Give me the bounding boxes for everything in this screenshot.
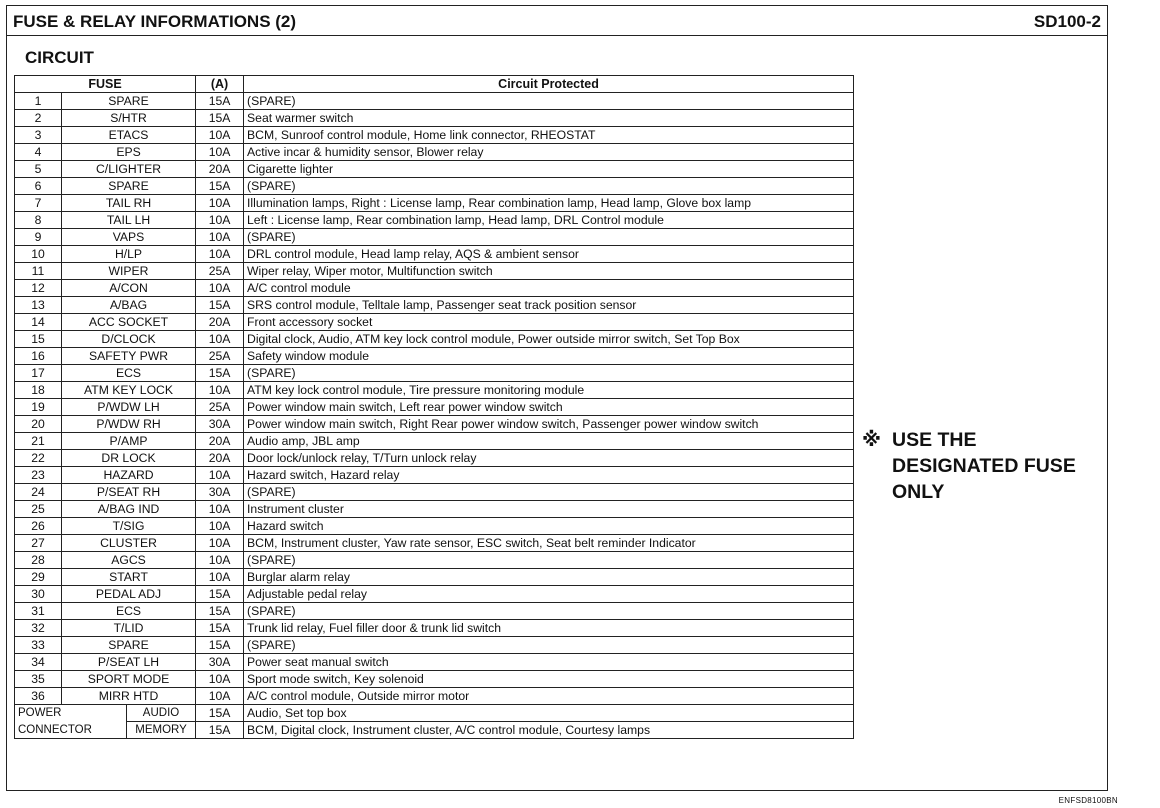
fuse-amperage: 15A — [196, 365, 244, 382]
fuse-amperage: 15A — [196, 603, 244, 620]
fuse-name: P/SEAT RH — [62, 484, 196, 501]
circuit-protected: Safety window module — [244, 348, 854, 365]
fuse-amperage: 15A — [196, 110, 244, 127]
fuse-number: 11 — [15, 263, 62, 280]
table-row — [15, 178, 854, 195]
fuse-name: HAZARD — [62, 467, 196, 484]
circuit-protected: Instrument cluster — [244, 501, 854, 518]
circuit-protected: A/C control module — [244, 280, 854, 297]
fuse-number: 8 — [15, 212, 62, 229]
fuse-number: 4 — [15, 144, 62, 161]
fuse-name: ECS — [62, 365, 196, 382]
table-row — [15, 263, 854, 280]
fuse-name: DR LOCK — [62, 450, 196, 467]
fuse-number: 19 — [15, 399, 62, 416]
table-row — [15, 722, 854, 739]
circuit-protected: (SPARE) — [244, 552, 854, 569]
fuse-name: SAFETY PWR — [62, 348, 196, 365]
fuse-amperage: 15A — [196, 297, 244, 314]
fuse-number: 18 — [15, 382, 62, 399]
circuit-protected: Power seat manual switch — [244, 654, 854, 671]
section-code: SD100-2 — [1033, 12, 1101, 31]
fuse-amperage: 10A — [196, 229, 244, 246]
table-row — [15, 501, 854, 518]
power-connector-label-bottom: CONNECTOR — [15, 722, 127, 739]
fuse-number: 22 — [15, 450, 62, 467]
fuse-amperage: 25A — [196, 348, 244, 365]
circuit-protected: Digital clock, Audio, ATM key lock control module, Power outside mirror switch, Set Top Box — [244, 331, 854, 348]
reference-mark: ※ — [862, 429, 881, 451]
table-row — [15, 467, 854, 484]
circuit-protected: Cigarette lighter — [244, 161, 854, 178]
fuse-amperage: 10A — [196, 144, 244, 161]
fuse-name: ATM KEY LOCK — [62, 382, 196, 399]
table-row — [15, 450, 854, 467]
note-line-1: USE THE — [892, 429, 977, 451]
circuit-protected: Hazard switch — [244, 518, 854, 535]
table-row — [15, 484, 854, 501]
fuse-name: MIRR HTD — [62, 688, 196, 705]
fuse-amperage: 10A — [196, 671, 244, 688]
fuse-number: 26 — [15, 518, 62, 535]
fuse-amperage: 30A — [196, 654, 244, 671]
circuit-protected: A/C control module, Outside mirror motor — [244, 688, 854, 705]
section-title: CIRCUIT — [25, 48, 94, 67]
fuse-amperage: 10A — [196, 688, 244, 705]
fuse-number: 17 — [15, 365, 62, 382]
power-connector-name: MEMORY — [127, 722, 196, 739]
table-row — [15, 569, 854, 586]
circuit-protected: (SPARE) — [244, 93, 854, 110]
fuse-number: 33 — [15, 637, 62, 654]
fuse-amperage: 25A — [196, 263, 244, 280]
fuse-table — [14, 75, 854, 739]
fuse-amperage: 20A — [196, 161, 244, 178]
fuse-name: ACC SOCKET — [62, 314, 196, 331]
table-row — [15, 365, 854, 382]
fuse-name: EPS — [62, 144, 196, 161]
fuse-number: 34 — [15, 654, 62, 671]
fuse-name: P/AMP — [62, 433, 196, 450]
table-header-row — [15, 76, 854, 93]
circuit-protected: Wiper relay, Wiper motor, Multifunction switch — [244, 263, 854, 280]
fuse-amperage: 15A — [196, 620, 244, 637]
fuse-name: A/CON — [62, 280, 196, 297]
fuse-amperage: 10A — [196, 246, 244, 263]
power-connector-amp: 15A — [196, 705, 244, 722]
fuse-name: A/BAG — [62, 297, 196, 314]
table-row — [15, 314, 854, 331]
page-header — [7, 6, 1107, 36]
fuse-amperage: 10A — [196, 569, 244, 586]
table-row — [15, 620, 854, 637]
circuit-protected: DRL control module, Head lamp relay, AQS & ambient sensor — [244, 246, 854, 263]
fuse-name: T/SIG — [62, 518, 196, 535]
fuse-number: 10 — [15, 246, 62, 263]
table-row — [15, 518, 854, 535]
circuit-protected: Door lock/unlock relay, T/Turn unlock relay — [244, 450, 854, 467]
fuse-number: 13 — [15, 297, 62, 314]
fuse-amperage: 10A — [196, 212, 244, 229]
fuse-name: SPORT MODE — [62, 671, 196, 688]
fuse-amperage: 10A — [196, 518, 244, 535]
circuit-protected: (SPARE) — [244, 229, 854, 246]
fuse-name: T/LID — [62, 620, 196, 637]
fuse-amperage: 10A — [196, 535, 244, 552]
fuse-number: 29 — [15, 569, 62, 586]
table-row — [15, 552, 854, 569]
fuse-amperage: 10A — [196, 280, 244, 297]
circuit-protected: (SPARE) — [244, 365, 854, 382]
fuse-name: P/WDW LH — [62, 399, 196, 416]
fuse-number: 20 — [15, 416, 62, 433]
page-title: FUSE & RELAY INFORMATIONS (2) — [13, 12, 297, 31]
table-row — [15, 348, 854, 365]
fuse-number: 7 — [15, 195, 62, 212]
fuse-amperage: 20A — [196, 433, 244, 450]
fuse-amperage: 10A — [196, 331, 244, 348]
fuse-amperage: 20A — [196, 450, 244, 467]
circuit-protected: Burglar alarm relay — [244, 569, 854, 586]
table-row — [15, 280, 854, 297]
power-connector-circuit: BCM, Digital clock, Instrument cluster, A/C control module, Courtesy lamps — [244, 722, 854, 739]
fuse-number: 23 — [15, 467, 62, 484]
note-line-3: ONLY — [892, 481, 945, 503]
fuse-name: SPARE — [62, 93, 196, 110]
table-row — [15, 382, 854, 399]
fuse-number: 32 — [15, 620, 62, 637]
fuse-name: VAPS — [62, 229, 196, 246]
fuse-name: C/LIGHTER — [62, 161, 196, 178]
table-row — [15, 433, 854, 450]
table-row — [15, 144, 854, 161]
circuit-protected: Front accessory socket — [244, 314, 854, 331]
fuse-amperage: 15A — [196, 93, 244, 110]
fuse-name: A/BAG IND — [62, 501, 196, 518]
circuit-protected: (SPARE) — [244, 178, 854, 195]
table-row — [15, 110, 854, 127]
header-circuit: Circuit Protected — [244, 76, 854, 93]
circuit-protected: Left : License lamp, Rear combination lamp, Head lamp, DRL Control module — [244, 212, 854, 229]
table-row — [15, 195, 854, 212]
circuit-protected: Power window main switch, Left rear power window switch — [244, 399, 854, 416]
circuit-protected: Seat warmer switch — [244, 110, 854, 127]
fuse-name: SPARE — [62, 178, 196, 195]
circuit-protected: (SPARE) — [244, 484, 854, 501]
fuse-amperage: 30A — [196, 484, 244, 501]
power-connector-block — [15, 705, 854, 739]
header-fuse: FUSE — [15, 76, 196, 93]
fuse-number: 12 — [15, 280, 62, 297]
fuse-number: 24 — [15, 484, 62, 501]
fuse-name: P/SEAT LH — [62, 654, 196, 671]
fuse-number: 35 — [15, 671, 62, 688]
fuse-name: TAIL RH — [62, 195, 196, 212]
table-row — [15, 399, 854, 416]
fuse-amperage: 30A — [196, 416, 244, 433]
power-connector-amp: 15A — [196, 722, 244, 739]
circuit-protected: (SPARE) — [244, 637, 854, 654]
circuit-protected: Hazard switch, Hazard relay — [244, 467, 854, 484]
table-row — [15, 161, 854, 178]
table-row — [15, 212, 854, 229]
fuse-number: 15 — [15, 331, 62, 348]
table-row — [15, 297, 854, 314]
fuse-amperage: 10A — [196, 382, 244, 399]
fuse-amperage: 10A — [196, 127, 244, 144]
fuse-number: 5 — [15, 161, 62, 178]
fuse-name: H/LP — [62, 246, 196, 263]
table-row — [15, 603, 854, 620]
fuse-number: 14 — [15, 314, 62, 331]
fuse-amperage: 10A — [196, 552, 244, 569]
fuse-amperage: 25A — [196, 399, 244, 416]
table-row — [15, 127, 854, 144]
fuse-name: AGCS — [62, 552, 196, 569]
circuit-protected: Trunk lid relay, Fuel filler door & trunk lid switch — [244, 620, 854, 637]
fuse-number: 2 — [15, 110, 62, 127]
fuse-amperage: 20A — [196, 314, 244, 331]
fuse-amperage: 10A — [196, 467, 244, 484]
table-row — [15, 586, 854, 603]
table-row — [15, 331, 854, 348]
table-row — [15, 416, 854, 433]
circuit-protected: SRS control module, Telltale lamp, Passenger seat track position sensor — [244, 297, 854, 314]
table-row — [15, 229, 854, 246]
circuit-protected: BCM, Sunroof control module, Home link connector, RHEOSTAT — [244, 127, 854, 144]
circuit-protected: (SPARE) — [244, 603, 854, 620]
power-connector-label-top: POWER — [15, 705, 127, 722]
fuse-name: WIPER — [62, 263, 196, 280]
fuse-name: ECS — [62, 603, 196, 620]
circuit-protected: ATM key lock control module, Tire pressure monitoring module — [244, 382, 854, 399]
fuse-name: ETACS — [62, 127, 196, 144]
circuit-protected: Audio amp, JBL amp — [244, 433, 854, 450]
fuse-amperage: 15A — [196, 178, 244, 195]
fuse-amperage: 15A — [196, 586, 244, 603]
table-row — [15, 688, 854, 705]
fuse-amperage: 15A — [196, 637, 244, 654]
note-line-2: DESIGNATED FUSE — [892, 455, 1076, 477]
table-row — [15, 671, 854, 688]
fuse-amperage: 10A — [196, 501, 244, 518]
fuse-name: PEDAL ADJ — [62, 586, 196, 603]
circuit-protected: Illumination lamps, Right : License lamp, Rear combination lamp, Head lamp, Glove box lamp — [244, 195, 854, 212]
header-amp: (A) — [196, 76, 244, 93]
fuse-number: 1 — [15, 93, 62, 110]
power-connector-circuit: Audio, Set top box — [244, 705, 854, 722]
fuse-number: 27 — [15, 535, 62, 552]
table-body — [15, 93, 854, 705]
table-row — [15, 246, 854, 263]
fuse-name: SPARE — [62, 637, 196, 654]
fuse-name: CLUSTER — [62, 535, 196, 552]
table-row — [15, 654, 854, 671]
fuse-number: 28 — [15, 552, 62, 569]
fuse-number: 25 — [15, 501, 62, 518]
table-row — [15, 705, 854, 722]
fuse-amperage: 10A — [196, 195, 244, 212]
fuse-number: 3 — [15, 127, 62, 144]
fuse-number: 21 — [15, 433, 62, 450]
power-connector-name: AUDIO — [127, 705, 196, 722]
fuse-name: D/CLOCK — [62, 331, 196, 348]
table-row — [15, 93, 854, 110]
fuse-name: P/WDW RH — [62, 416, 196, 433]
fuse-name: S/HTR — [62, 110, 196, 127]
fuse-number: 36 — [15, 688, 62, 705]
circuit-protected: Sport mode switch, Key solenoid — [244, 671, 854, 688]
fuse-number: 31 — [15, 603, 62, 620]
fuse-name: START — [62, 569, 196, 586]
circuit-protected: Active incar & humidity sensor, Blower relay — [244, 144, 854, 161]
table-row — [15, 637, 854, 654]
circuit-protected: BCM, Instrument cluster, Yaw rate sensor, ESC switch, Seat belt reminder Indicator — [244, 535, 854, 552]
circuit-protected: Power window main switch, Right Rear power window switch, Passenger power window switch — [244, 416, 854, 433]
table-row — [15, 535, 854, 552]
fuse-number: 16 — [15, 348, 62, 365]
fuse-warning-note — [862, 427, 1076, 505]
fuse-number: 9 — [15, 229, 62, 246]
fuse-name: TAIL LH — [62, 212, 196, 229]
footer-code: ENFSD8100BN — [1058, 796, 1118, 805]
fuse-number: 6 — [15, 178, 62, 195]
fuse-number: 30 — [15, 586, 62, 603]
circuit-protected: Adjustable pedal relay — [244, 586, 854, 603]
